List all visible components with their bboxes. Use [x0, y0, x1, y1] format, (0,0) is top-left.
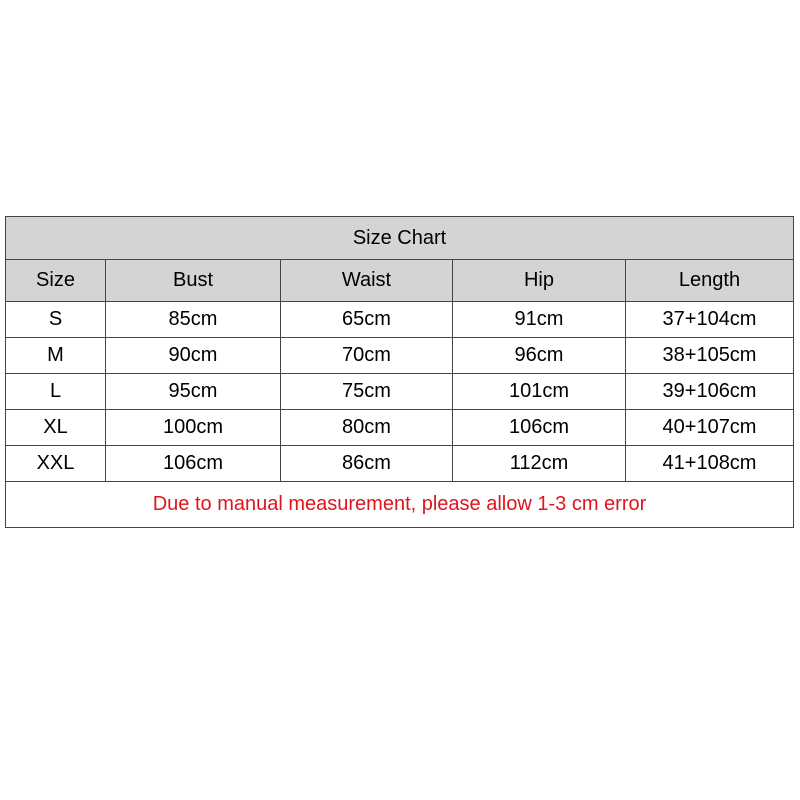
- cell-bust: 90cm: [106, 338, 281, 374]
- header-size: Size: [6, 260, 106, 302]
- cell-waist: 75cm: [281, 374, 453, 410]
- cell-hip: 91cm: [453, 302, 626, 338]
- header-row: [6, 260, 794, 302]
- cell-bust: 95cm: [106, 374, 281, 410]
- measurement-note: Due to manual measurement, please allow 1-3 cm error: [6, 482, 794, 528]
- cell-size: L: [6, 374, 106, 410]
- cell-length: 37+104cm: [626, 302, 794, 338]
- cell-hip: 96cm: [453, 338, 626, 374]
- cell-bust: 85cm: [106, 302, 281, 338]
- cell-size: S: [6, 302, 106, 338]
- cell-length: 41+108cm: [626, 446, 794, 482]
- table-row: [6, 446, 794, 482]
- cell-hip: 101cm: [453, 374, 626, 410]
- cell-size: XXL: [6, 446, 106, 482]
- cell-waist: 80cm: [281, 410, 453, 446]
- header-bust: Bust: [106, 260, 281, 302]
- cell-waist: 86cm: [281, 446, 453, 482]
- cell-bust: 100cm: [106, 410, 281, 446]
- cell-hip: 106cm: [453, 410, 626, 446]
- cell-size: M: [6, 338, 106, 374]
- header-length: Length: [626, 260, 794, 302]
- table-row: [6, 302, 794, 338]
- cell-waist: 70cm: [281, 338, 453, 374]
- cell-length: 39+106cm: [626, 374, 794, 410]
- cell-hip: 112cm: [453, 446, 626, 482]
- title-row: [6, 217, 794, 260]
- table-row: [6, 374, 794, 410]
- table-row: [6, 410, 794, 446]
- cell-length: 40+107cm: [626, 410, 794, 446]
- header-hip: Hip: [453, 260, 626, 302]
- table-row: [6, 338, 794, 374]
- cell-length: 38+105cm: [626, 338, 794, 374]
- table-title: Size Chart: [6, 217, 794, 260]
- header-waist: Waist: [281, 260, 453, 302]
- cell-waist: 65cm: [281, 302, 453, 338]
- cell-size: XL: [6, 410, 106, 446]
- cell-bust: 106cm: [106, 446, 281, 482]
- size-chart-table: [5, 216, 794, 528]
- note-row: [6, 482, 794, 528]
